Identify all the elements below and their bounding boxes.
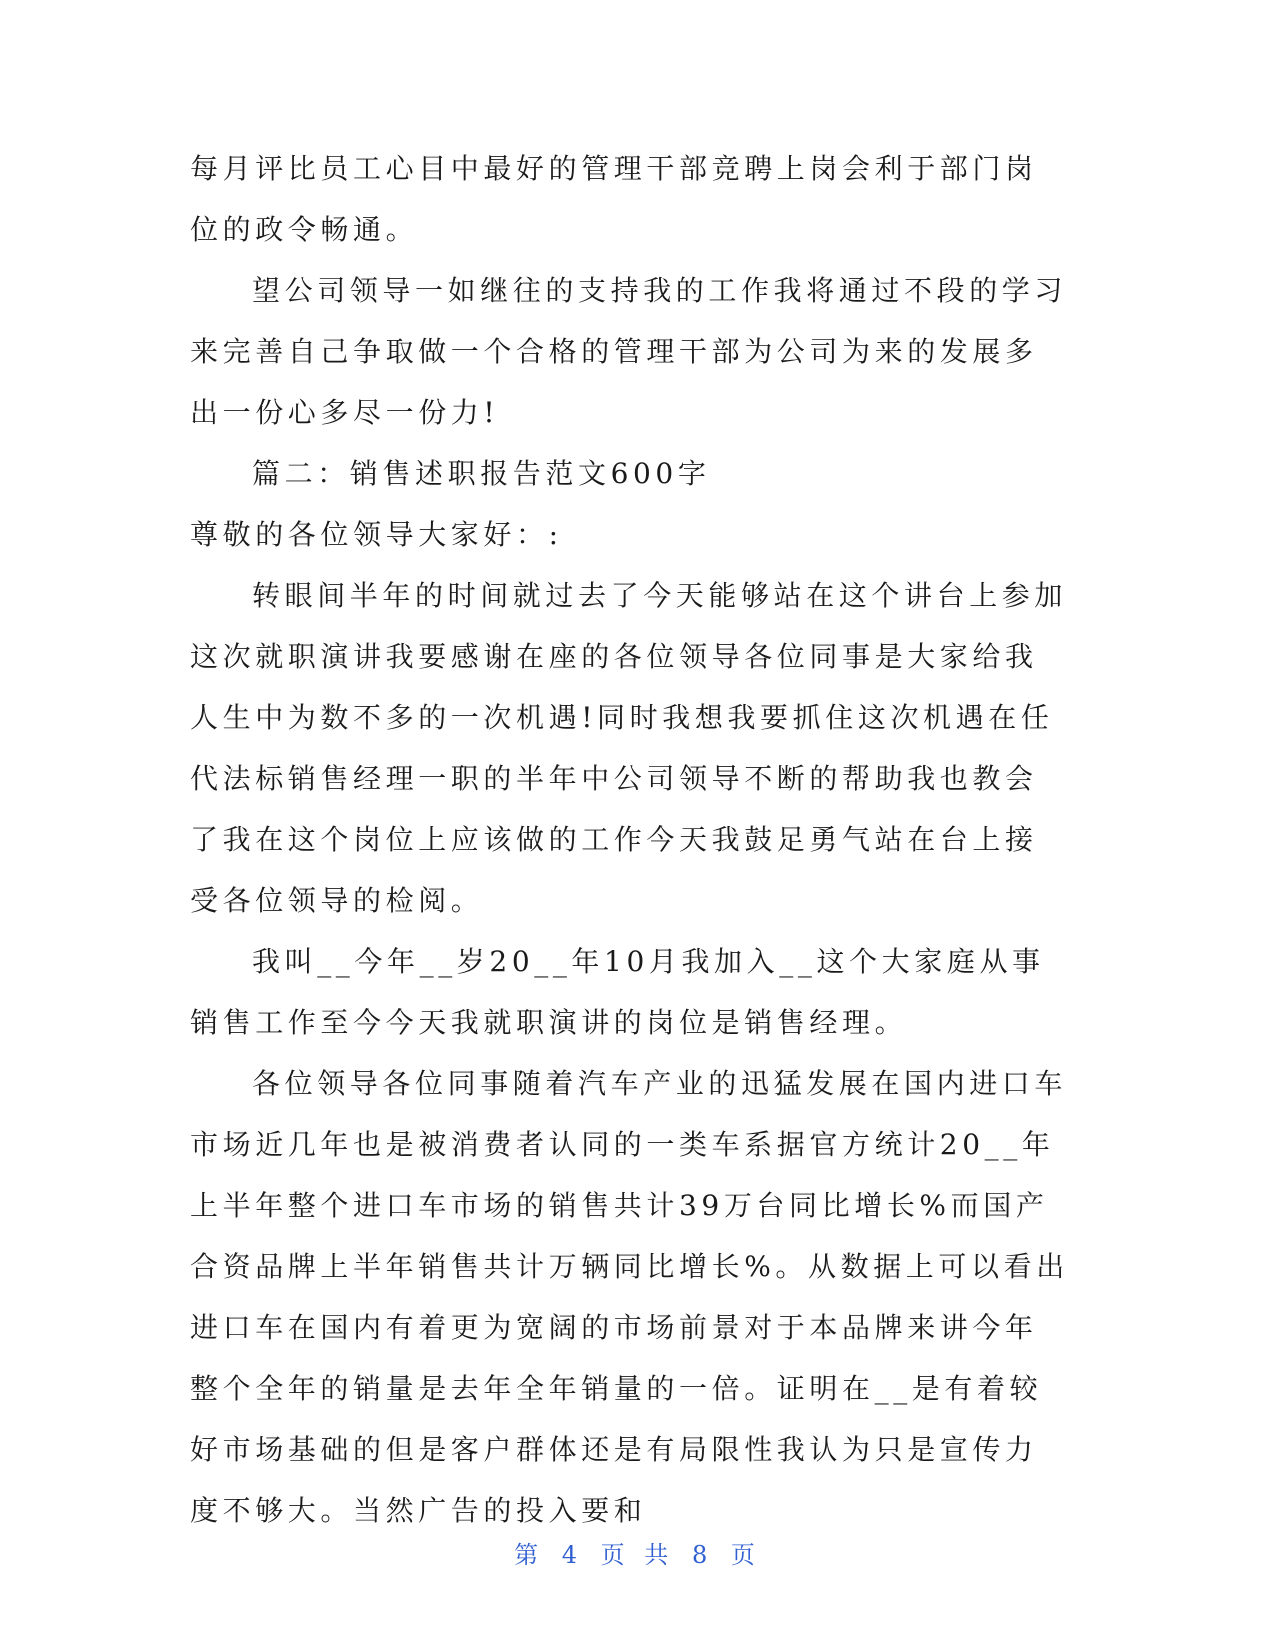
section-heading: 篇二：销售述职报告范文600字 [252, 457, 711, 490]
salutation: 尊敬的各位领导大家好：: [190, 518, 563, 551]
footer-total-pages: 8 [691, 1541, 714, 1569]
paragraph-6: 我叫__今年__岁20__年10月我加入__这个大家庭从事销售工作至今今天我就职演讲的岗位是销售经理。 [190, 945, 1045, 1039]
paragraph-2: 望公司领导一如继往的支持我的工作我将通过不段的学习来完善自己争取做一个合格的管理干部为公司为来的发展多出一份心多尽一份力! [190, 274, 1068, 429]
paragraph-5: 转眼间半年的时间就过去了今天能够站在这个讲台上参加这次就职演讲我要感谢在座的各位领导各位同事是大家给我人生中为数不多的一次机遇!同时我想我要抓住这次机遇在任代法标销售经理一职的半年中公司领导不断的帮助我也教会了我在这个岗位上应该做的工作今天我鼓足勇气站在台上接受各位领导的检阅。 [190, 579, 1068, 917]
footer-middle: 页 共 [600, 1541, 675, 1569]
footer-prefix: 第 [514, 1541, 545, 1569]
document-body [190, 138, 1070, 1541]
paragraph-7: 各位领导各位同事随着汽车产业的迅猛发展在国内进口车市场近几年也是被消费者认同的一类车系据官方统计20__年上半年整个进口车市场的销售共计39万台同比增长%而国产合资品牌上半年销售共计万辆同比增长%。从数据上可以看出进口车在国内有着更为宽阔的市场前景对于本品牌来讲今年整个全年的销量是去年全年销量的一倍。证明在__是有着较好市场基础的但是客户群体还是有局限性我认为只是宣传力度不够大。当然广告的投入要和 [190, 1067, 1069, 1527]
paragraph-1: 每月评比员工心目中最好的管理干部竞聘上岗会利于部门岗位的政令畅通。 [190, 152, 1038, 246]
footer-current-page: 4 [561, 1541, 584, 1569]
footer-suffix: 页 [730, 1541, 761, 1569]
page-footer [0, 1535, 1275, 1570]
